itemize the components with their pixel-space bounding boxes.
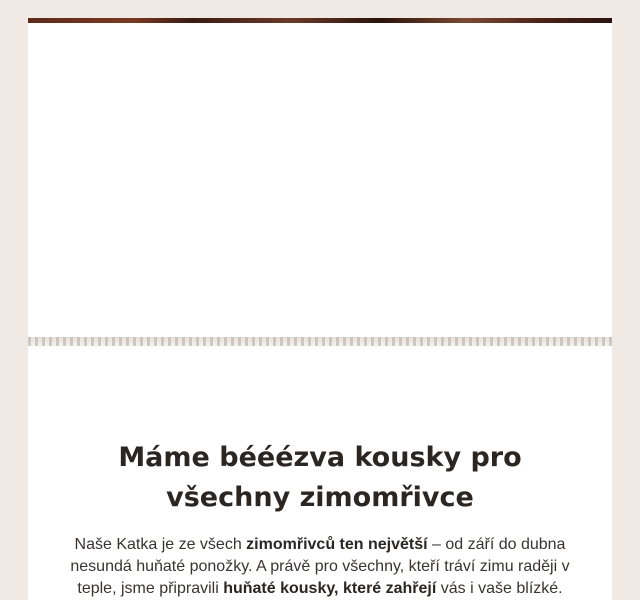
intro-text-2: – od září do dubna nesundá huňaté ponožky. A právě pro všechny, kteří tráví zimu raději v teple, jsme připravili bbox=[70, 536, 570, 597]
intro-text-3: vás i vaše blízké. bbox=[436, 580, 563, 597]
email-card bbox=[28, 18, 612, 600]
intro-text-1: Naše Katka je ze všech bbox=[74, 536, 247, 553]
intro-bold-1: zimomřivců ten největší bbox=[246, 536, 428, 553]
torn-paper-divider bbox=[28, 337, 612, 346]
section-heading: Máme bééézva kousky pro všechny zimomřivce bbox=[118, 442, 522, 513]
intro-bold-2: huňaté kousky, které zahřejí bbox=[223, 580, 437, 597]
hero-image bbox=[28, 23, 612, 337]
intro-paragraph bbox=[60, 534, 580, 600]
intro-section bbox=[28, 438, 612, 600]
